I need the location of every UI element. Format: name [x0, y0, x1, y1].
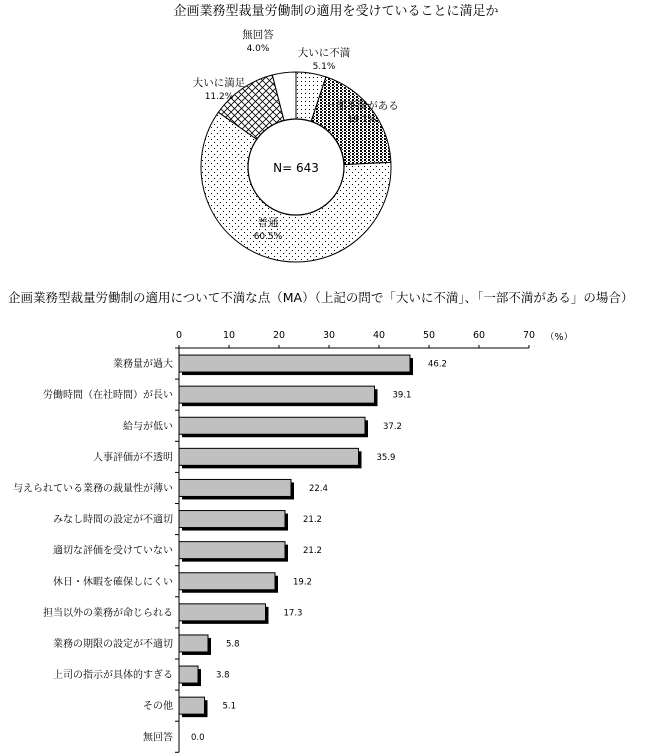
category-label: 無回答: [143, 732, 173, 744]
donut-slice-label: 無回答: [242, 29, 274, 41]
donut-slice-label: 大いに不満: [297, 47, 351, 59]
bar: [179, 448, 359, 465]
x-tick-label: 30: [322, 330, 336, 341]
bar-items: [13, 355, 447, 743]
bar-value-label: 39.1: [392, 390, 412, 401]
bar-title: 企画業務型裁量労働制の適用について不満な点（MA）（上記の問で「大いに不満」、「一部不満がある」の場合）: [8, 290, 634, 305]
category-label: 人事評価が不透明: [93, 452, 173, 464]
x-tick-label: 10: [222, 330, 236, 341]
x-tick-label: 0: [175, 330, 183, 341]
bar-value-label: 19.2: [293, 577, 312, 588]
bar: [179, 573, 275, 590]
x-tick-label: 70: [522, 330, 536, 341]
bar: [179, 386, 375, 403]
bar-value-label: 3.8: [216, 670, 230, 681]
category-label: その他: [143, 701, 173, 713]
bar: [179, 355, 410, 372]
category-label: 業務量が過大: [113, 359, 173, 371]
category-label: 適切な評価を受けていない: [53, 545, 173, 557]
category-label: 給与が低い: [123, 421, 173, 433]
bar-value-label: 46.2: [428, 359, 447, 370]
donut-slice-value: 5.1%: [312, 62, 336, 72]
category-label: 与えられている業務の裁量性が薄い: [13, 483, 173, 495]
category-label: 業務の期限の設定が不適切: [53, 638, 173, 650]
donut-chart: [173, 3, 498, 262]
x-tick-label: 20: [272, 330, 286, 341]
donut-slice-label: 一部不満がある: [325, 100, 399, 112]
donut-slice-value: 19.1%: [347, 115, 377, 125]
bar-chart: [8, 290, 633, 752]
bar: [179, 666, 198, 683]
category-label: 労働時間（在社時間）が長い: [43, 390, 173, 402]
x-tick-label: 50: [422, 330, 436, 341]
bar-value-label: 5.8: [226, 639, 240, 650]
category-label: 上司の指示が具体的すぎる: [53, 670, 173, 682]
bar: [179, 417, 365, 434]
bar: [179, 511, 285, 528]
donut-title: 企画業務型裁量労働制の適用を受けていることに満足か: [173, 4, 499, 19]
x-unit-label: （%）: [545, 332, 574, 343]
x-tick-label: 40: [372, 330, 386, 341]
category-label: 担当以外の業務が命じられる: [43, 607, 173, 619]
donut-slice-value: 60.5%: [253, 232, 283, 242]
donut-slice-label: 普通: [257, 217, 279, 229]
bar-value-label: 21.2: [303, 546, 322, 557]
bar-value-label: 35.9: [376, 452, 396, 463]
donut-slice-value: 11.2%: [204, 92, 234, 102]
bar-value-label: 22.4: [309, 483, 328, 494]
donut-center-label: N= 643: [273, 161, 319, 175]
x-tick-label: 60: [472, 330, 486, 341]
bar-value-label: 5.1: [222, 701, 237, 712]
bar: [179, 697, 205, 714]
bar: [179, 635, 208, 652]
bar-value-label: 21.2: [303, 515, 322, 526]
category-label: みなし時間の設定が不適切: [53, 514, 173, 526]
bar: [179, 604, 266, 621]
bar: [179, 479, 291, 496]
donut-slice-value: 4.0%: [246, 44, 270, 54]
donut-slice-label: 大いに満足: [192, 77, 246, 89]
bar-value-label: 17.3: [283, 608, 303, 619]
bar-value-label: 0.0: [191, 732, 205, 743]
bar-value-label: 37.2: [383, 421, 402, 432]
bar: [179, 542, 285, 559]
category-label: 休日・休暇を確保しにくい: [53, 576, 173, 588]
